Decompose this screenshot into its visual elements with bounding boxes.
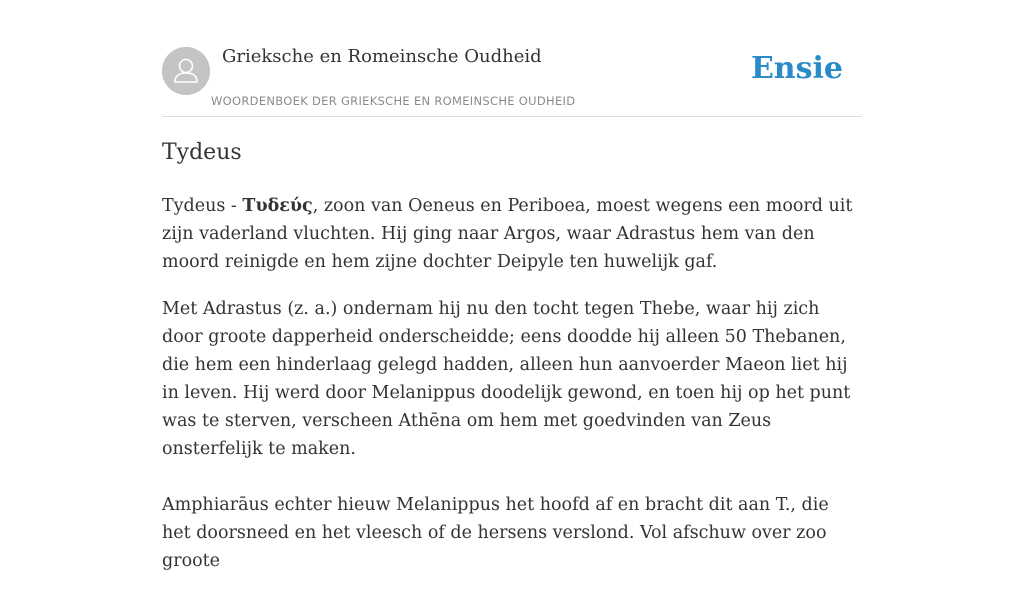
user-silhouette-icon <box>162 47 210 95</box>
page <box>162 0 862 571</box>
site-subtitle[interactable]: WOORDENBOEK DER GRIEKSCHE EN ROMEINSCHE OUDHEID <box>211 94 576 108</box>
paragraph-2: Met Adrastus (z. a.) ondernam hij nu den tocht tegen Thebe, waar hij zich door groote dapperheid onderscheidde; eens doodde hij alleen 50 Thebanen, die hem een hinderlaag gelegd hadden, alleen hun aanvoerder Maeon liet hij in leven. Hij werd door Melanippus doodelijk gewond, en toen hij op het punt was te sterven, verscheen Athēna om hem met goedvinden van Zeus onsterfelijk te maken. <box>162 299 851 459</box>
paragraph-3: Amphiarāus echter hieuw Melanippus het hoofd af en bracht dit aan T., die het doorsneed en het vleesch of de hersens verslond. Vol afschuw over zoo groote <box>162 495 829 571</box>
avatar[interactable] <box>162 47 210 95</box>
greek-term: Τυδεύς <box>242 196 313 216</box>
article-body <box>162 192 862 594</box>
article-title: Tydeus <box>162 140 242 165</box>
header <box>162 0 862 117</box>
ensie-logo-link[interactable]: Ensie <box>750 51 843 86</box>
paragraph-1-lead: Tydeus - <box>162 196 243 216</box>
site-title[interactable]: Grieksche en Romeinsche Oudheid <box>222 46 542 67</box>
paragraph-1 <box>162 192 862 276</box>
paragraph-1-rest: , zoon van Oeneus en Periboea, moest wegens een moord uit zijn vaderland vluchten. Hij ging naar Argos, waar Adrastus hem van den moord reinigde en hem zijne dochter Deipyle ten huwelijk gaf. <box>162 196 853 272</box>
